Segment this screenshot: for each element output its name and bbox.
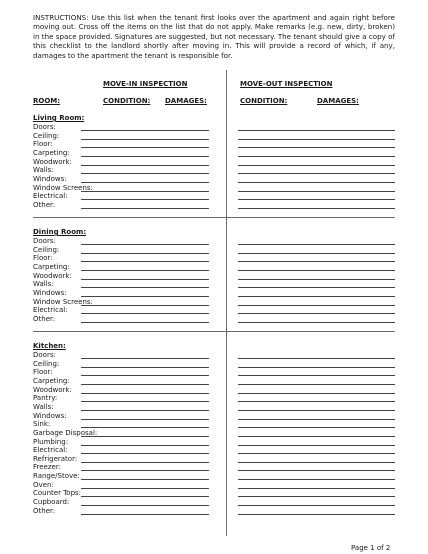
checklist-row	[33, 360, 397, 369]
item-label: Doors:	[33, 237, 56, 245]
living-room-section-title: Living Room:	[33, 114, 85, 122]
move-in-remarks-line[interactable]	[81, 208, 209, 209]
checklist-row	[33, 403, 397, 412]
kitchen-section-title: Kitchen:	[33, 342, 66, 350]
item-label: Sink:	[33, 420, 51, 429]
move-in-damages-header: DAMAGES:	[165, 97, 207, 105]
item-label: Windows:	[33, 288, 67, 297]
checklist-row	[33, 123, 397, 132]
item-label: Windows:	[33, 411, 67, 420]
item-label: Doors:	[33, 123, 56, 131]
move-out-remarks-line[interactable]	[238, 322, 395, 323]
checklist-row	[33, 289, 397, 298]
room-column-header: ROOM:	[33, 97, 61, 105]
item-label: Cupboard:	[33, 498, 70, 507]
instructions-paragraph: INSTRUCTIONS: Use this list when the tenant first looks over the apartment and again right before moving out. Cross off the items on the list that do not apply. Make remarks (e.g. new, dirty, broken) in the space provided. Signatures are suggested, but not necessary. The tenant should give a copy of this checklist to the landlord shortly after moving in. This will provide a record of which, if any, damages to the apartment the tenant is responsible for.	[33, 13, 395, 60]
checklist-row	[33, 315, 397, 324]
item-label: Floor:	[33, 368, 53, 377]
section-divider	[33, 217, 395, 218]
checklist-row	[33, 237, 397, 246]
item-label: Other:	[33, 200, 56, 209]
item-label: Carpeting:	[33, 262, 70, 271]
move-out-remarks-line[interactable]	[238, 208, 395, 209]
item-label: Counter Tops:	[33, 489, 82, 498]
item-label: Oven:	[33, 480, 54, 489]
move-in-header: MOVE-IN INSPECTION	[103, 80, 188, 88]
item-label: Electrical:	[33, 192, 68, 201]
checklist-row	[33, 306, 397, 315]
item-label: Woodwork:	[33, 271, 72, 280]
item-label: Windows:	[33, 174, 67, 183]
move-out-condition-header: CONDITION:	[240, 97, 288, 105]
checklist-row	[33, 472, 397, 481]
item-label: Walls:	[33, 402, 54, 411]
checklist-row	[33, 272, 397, 281]
checklist-row	[33, 149, 397, 158]
item-label: Garbage Disposal:	[33, 428, 98, 437]
move-out-damages-header: DAMAGES:	[317, 97, 359, 105]
item-label: Window Screens:	[33, 183, 93, 192]
item-label: Plumbing:	[33, 437, 69, 446]
item-label: Floor:	[33, 140, 53, 149]
checklist-row	[33, 377, 397, 386]
checklist-row	[33, 201, 397, 210]
checklist-row	[33, 507, 397, 516]
item-label: Pantry:	[33, 394, 58, 403]
item-label: Other:	[33, 506, 56, 515]
item-label: Ceiling:	[33, 245, 60, 254]
section-divider	[33, 331, 395, 332]
move-out-remarks-line[interactable]	[238, 514, 395, 515]
item-label: Walls:	[33, 166, 54, 175]
item-label: Woodwork:	[33, 385, 72, 394]
item-label: Electrical:	[33, 306, 68, 315]
checklist-row	[33, 263, 397, 272]
item-label: Carpeting:	[33, 376, 70, 385]
page-number: Page 1 of 2	[351, 544, 391, 552]
checklist-row	[33, 175, 397, 184]
checklist-row	[33, 420, 397, 429]
checklist-row	[33, 386, 397, 395]
item-label: Floor:	[33, 254, 53, 263]
checklist-row	[33, 463, 397, 472]
checklist-row	[33, 192, 397, 201]
move-in-remarks-line[interactable]	[81, 322, 209, 323]
checklist-row	[33, 446, 397, 455]
item-label: Electrical:	[33, 446, 68, 455]
item-label: Woodwork:	[33, 157, 72, 166]
move-out-header: MOVE-OUT INSPECTION	[240, 80, 333, 88]
move-in-remarks-line[interactable]	[81, 514, 209, 515]
item-label: Ceiling:	[33, 131, 60, 140]
item-label: Range/Stove:	[33, 472, 80, 481]
dining-room-section-title: Dining Room:	[33, 228, 87, 236]
item-label: Walls:	[33, 280, 54, 289]
item-label: Window Screens:	[33, 297, 93, 306]
item-label: Freezer:	[33, 463, 61, 472]
checklist-row	[33, 158, 397, 167]
item-label: Ceiling:	[33, 359, 60, 368]
item-label: Carpeting:	[33, 148, 70, 157]
item-label: Other:	[33, 314, 56, 323]
checklist-row	[33, 489, 397, 498]
move-in-condition-header: CONDITION:	[103, 97, 151, 105]
item-label: Refrigerator:	[33, 454, 78, 463]
item-label: Doors:	[33, 351, 56, 359]
